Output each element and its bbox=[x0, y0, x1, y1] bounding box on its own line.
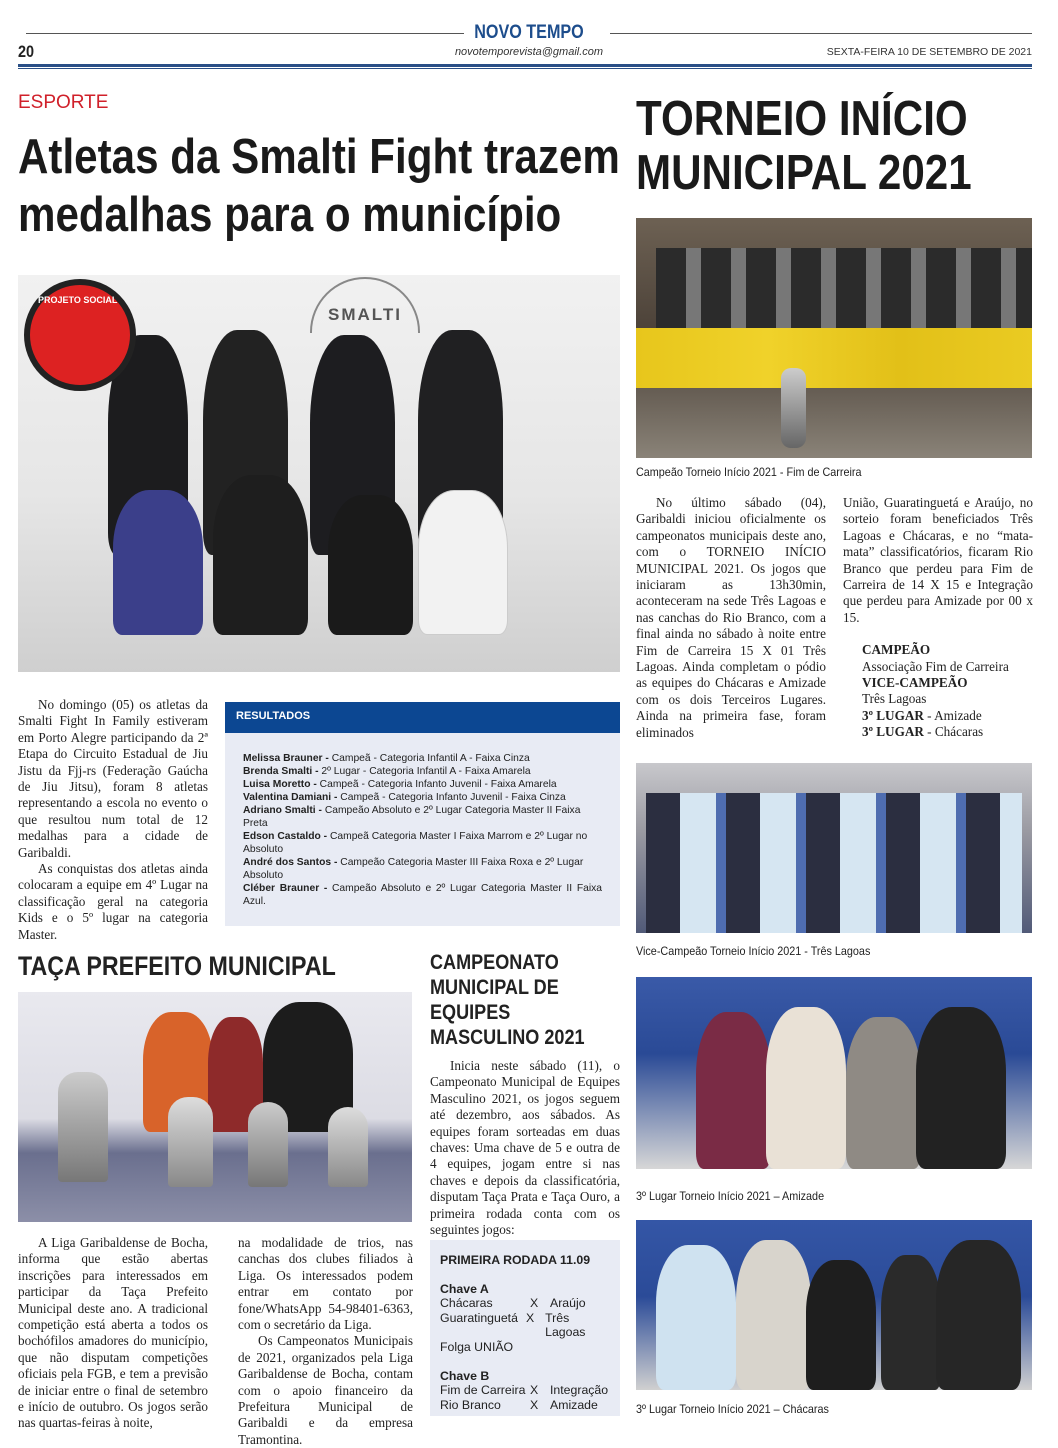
away-team: Três Lagoas bbox=[545, 1310, 586, 1340]
results-list bbox=[225, 733, 620, 908]
headline-line: medalhas para o município bbox=[18, 188, 562, 242]
athlete-name: Edson Castaldo - bbox=[243, 831, 328, 842]
result-text: Campeão Absoluto e 2º Lugar Categoria Master II Faixa Preta bbox=[243, 805, 581, 829]
result-item bbox=[243, 791, 602, 804]
result-item bbox=[243, 752, 602, 765]
player bbox=[881, 1255, 941, 1390]
standing-title: CAMPEÃO bbox=[862, 642, 931, 658]
match-row bbox=[440, 1398, 610, 1413]
headline-line: MUNICIPAL 2021 bbox=[636, 146, 972, 200]
home-team: Chácaras bbox=[440, 1296, 493, 1311]
headline-line: TORNEIO INÍCIO bbox=[636, 92, 968, 146]
back-row bbox=[656, 248, 1032, 328]
trophy bbox=[328, 1107, 368, 1187]
athlete-name: Luisa Moretto - bbox=[243, 779, 317, 790]
home-team: Rio Branco bbox=[440, 1397, 501, 1412]
publication-name: NOVO TEMPO bbox=[474, 22, 584, 43]
match-row bbox=[440, 1383, 610, 1398]
torneio-headline bbox=[636, 92, 972, 200]
player bbox=[936, 1240, 1021, 1390]
standing-title: 3º LUGAR bbox=[862, 724, 924, 740]
athlete bbox=[213, 475, 308, 635]
trophy-photo bbox=[18, 992, 412, 1222]
trophy bbox=[248, 1102, 288, 1187]
athlete-name: André dos Santos - bbox=[243, 857, 338, 868]
vs: X bbox=[526, 1310, 535, 1325]
header-rule-thin bbox=[18, 68, 1032, 69]
logo-text: SMALTI bbox=[327, 305, 402, 324]
away-team: Integração bbox=[550, 1383, 609, 1398]
third-place-amizade-photo bbox=[636, 977, 1032, 1169]
result-text: Campeão Absoluto e 2º Lugar Categoria Master II Faixa Azul. bbox=[243, 883, 602, 907]
paragraph: No último sábado (04), Garibaldi iniciou oficialmente os campeonatos municipais deste ano, com o TORNEIO INÍCIO MUNICIPAL 2021. Os jogos que iniciaram as 13h30min, aconteceram na sede Três Lagoas e nas canchas do Rio Branco, com a final ainda no sábado à noite entre Fim de Carreira 15 X 01 Três Lagoas. Ainda completam o pódio as equipes do Chácaras e Amizade com os dois Terceiros Lugares. Ainda na primeira fase, foram eliminados bbox=[636, 495, 826, 740]
header-double-rule bbox=[18, 64, 1032, 67]
paragraph: na modalidade de trios, nas canchas dos clubes filiados à Liga. Os interessados podem entrar em contato por fone/WhatsApp 54-98401-6363, com o secretário da Liga. bbox=[238, 1235, 413, 1333]
photo-caption: 3º Lugar Torneio Início 2021 – Chácaras bbox=[636, 1402, 829, 1416]
projeto-social-logo bbox=[24, 279, 136, 391]
photo-caption: 3º Lugar Torneio Início 2021 – Amizade bbox=[636, 1189, 825, 1203]
result-item bbox=[243, 830, 602, 856]
primeira-rodada-box bbox=[430, 1240, 620, 1416]
trophy bbox=[781, 368, 806, 448]
headline-line: Atletas da Smalti Fight trazem bbox=[18, 130, 620, 184]
third-place-chacaras-photo bbox=[636, 1220, 1032, 1390]
match-row bbox=[440, 1296, 610, 1311]
vice-champion-photo bbox=[636, 763, 1032, 933]
paragraph: As conquistas dos atletas ainda colocaram a equipe em 4º Lugar na classificação geral na categoria Kids e o 5º lugar na categoria Master. bbox=[18, 861, 208, 942]
publication-email: novotemporevista@gmail.com bbox=[454, 46, 604, 58]
match-row bbox=[440, 1311, 610, 1340]
team-players bbox=[646, 793, 1022, 933]
paragraph: União, Guaratinguetá e Araújo, no sorteio foram beneficiados Três Lagoas e Chácaras, e no “mata-mata” classificatórios, ficaram Rio Branco que perdeu para Fim de Carreira de 14 X 15 e Integração que perdeu para Amizade por 00 x 15. bbox=[843, 495, 1033, 625]
taca-body-col1 bbox=[18, 1235, 208, 1432]
trophy bbox=[168, 1097, 213, 1187]
paragraph: A Liga Garibaldense de Bocha, informa que estão abertas inscrições para interessados em participar da Taça Prefeito Municipal deste ano. A tradicional competição está aberta a todos os bochófilos amadores do município, que não disputam competições oficiais pela FGB, e tem a previsão de iniciar entre o final de setembro e início de outubro. Os jogos serão nas quartas-feiras à noite, bbox=[18, 1235, 208, 1431]
player bbox=[916, 1007, 1006, 1169]
result-item bbox=[243, 856, 602, 882]
photo-caption: Vice-Campeão Torneio Início 2021 - Três Lagoas bbox=[636, 944, 871, 958]
result-text: Campeã - Categoria Infantil A - Faixa Cinza bbox=[328, 753, 530, 764]
player bbox=[846, 1017, 921, 1169]
result-text: Campeã - Categoria Infanto Juvenil - Faixa Cinza bbox=[337, 792, 566, 803]
vs: X bbox=[530, 1383, 539, 1398]
standing-team: Três Lagoas bbox=[862, 691, 927, 707]
standings bbox=[843, 642, 1033, 740]
player bbox=[656, 1245, 736, 1390]
athlete bbox=[328, 495, 413, 635]
standing-third bbox=[862, 724, 1033, 740]
away-team: Amizade bbox=[550, 1397, 598, 1412]
paragraph: Os Campeonatos Municipais de 2021, organizados pela Liga Garibaldense de Bocha, contam com o apoio financeiro da Prefeitura Municipal de Garibaldi e da empresa Tramontina. bbox=[238, 1333, 413, 1447]
group-label: Chave A bbox=[440, 1281, 489, 1296]
heading-line: CAMPEONATO bbox=[430, 951, 559, 974]
standing-team: - Chácaras bbox=[923, 724, 984, 740]
athlete-name: Adriano Smalti - bbox=[243, 805, 322, 816]
heading-line: MASCULINO 2021 bbox=[430, 1026, 585, 1049]
home-team: Fim de Carreira bbox=[440, 1383, 526, 1398]
result-text: 2º Lugar - Categoria Infantil A - Faixa Amarela bbox=[318, 766, 531, 777]
standing-team: Associação Fim de Carreira bbox=[862, 658, 1009, 674]
away-team: Araújo bbox=[550, 1296, 586, 1311]
athlete-name: Cléber Brauner - bbox=[243, 883, 328, 894]
result-item bbox=[243, 765, 602, 778]
paragraph: No domingo (05) os atletas da Smalti Fight In Family estiveram em Porto Alegre participando da 2ª Etapa do Circuito Estadual de Jiu Jistu da Fjj-rs (Federação Gaúcha de Jiu Jitsu), foram 8 atletas representando a escola no evento o que resultou num total de 12 medalhas para a cidade de Garibaldi. bbox=[18, 697, 208, 860]
heading-line: EQUIPES bbox=[430, 1001, 511, 1024]
result-item bbox=[243, 778, 602, 791]
heading-line: MUNICIPAL DE bbox=[430, 976, 559, 999]
taca-heading: TAÇA PREFEITO MUNICIPAL bbox=[18, 951, 336, 981]
article-headline bbox=[18, 128, 620, 244]
result-text: Campeã Categoria Master I Faixa Marrom e 2º Lugar no Absoluto bbox=[243, 831, 588, 855]
campeonato-heading bbox=[430, 950, 585, 1050]
torneio-body-col1 bbox=[636, 495, 826, 741]
result-text: Campeão Categoria Master III Faixa Roxa e 2º Lugar Absoluto bbox=[243, 857, 584, 881]
issue-date: SEXTA-FEIRA 10 DE SETEMBRO DE 2021 bbox=[826, 46, 1032, 58]
paragraph: Inicia neste sábado (11), o Campeonato Municipal de Equipes Masculino 2021, os jogos seguem até dezembro, aos sábados. As equipes foram sorteadas em duas chaves: Uma chave de 5 e outra de 4 equipes, jogam entre si nas chaves e depois da classificatória, disputam Taça Prata e Taça Ouro, a primeira rodada conta com os seguintes jogos: bbox=[430, 1058, 620, 1238]
smalti-logo bbox=[310, 277, 420, 333]
smalti-article-body bbox=[18, 697, 208, 943]
bye-team: Folga UNIÃO bbox=[440, 1339, 514, 1354]
vs: X bbox=[530, 1296, 539, 1311]
results-title: RESULTADOS bbox=[225, 702, 620, 733]
athlete-name: Valentina Damiani - bbox=[243, 792, 338, 803]
athlete bbox=[113, 490, 203, 635]
section-label: ESPORTE bbox=[18, 92, 109, 113]
result-text: Campeã - Categoria Infanto Juvenil - Faixa Amarela bbox=[316, 779, 557, 790]
standing-third bbox=[862, 708, 1033, 724]
result-item bbox=[243, 882, 602, 908]
torneio-body-col2 bbox=[843, 495, 1033, 741]
result-item bbox=[243, 804, 602, 830]
player bbox=[696, 1012, 771, 1169]
photo-caption: Campeão Torneio Início 2021 - Fim de Carreira bbox=[636, 465, 862, 479]
box-title: PRIMEIRA RODADA 11.09 bbox=[440, 1253, 591, 1267]
smalti-athletes-photo bbox=[18, 275, 620, 672]
athlete-name: Melissa Brauner - bbox=[243, 753, 329, 764]
home-team: Guaratinguetá bbox=[440, 1310, 518, 1325]
vs: X bbox=[530, 1397, 539, 1412]
standing-title: VICE-CAMPEÃO bbox=[862, 675, 968, 691]
player bbox=[806, 1260, 876, 1390]
standing-team: - Amizade bbox=[923, 707, 982, 723]
athlete bbox=[418, 490, 508, 635]
player bbox=[766, 1007, 846, 1169]
page-number: 20 bbox=[18, 42, 35, 61]
champion-team-photo bbox=[636, 218, 1032, 458]
campeonato-body bbox=[430, 1058, 620, 1238]
results-box bbox=[225, 702, 620, 926]
player bbox=[736, 1240, 811, 1390]
group-label: Chave B bbox=[440, 1368, 490, 1383]
trophy bbox=[58, 1072, 108, 1182]
taca-body-col2 bbox=[238, 1235, 413, 1448]
logo-text: PROJETO SOCIAL bbox=[38, 295, 118, 305]
standing-title: 3º LUGAR bbox=[862, 707, 924, 723]
team-jerseys bbox=[636, 328, 1032, 388]
athlete-name: Brenda Smalti - bbox=[243, 766, 319, 777]
